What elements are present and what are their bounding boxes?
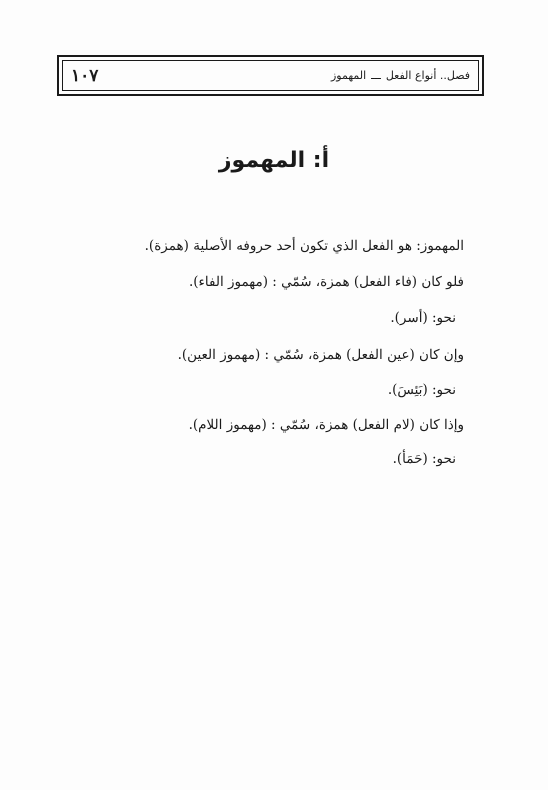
text-line: وإذا كان (لام الفعل) همزة، سُمّي : (مهموز اللام). [188, 417, 464, 433]
definition-line: المهموز: هو الفعل الذي تكون أحد حروفه الأصلية (همزة). [144, 238, 464, 254]
page-number: ١٠٧ [71, 65, 99, 86]
running-head-chapter: فصل.. أنواع الفعل [385, 69, 470, 82]
running-head [331, 69, 470, 82]
section-title: أ: المهموز [218, 148, 330, 173]
running-head-topic: المهموز [330, 69, 367, 82]
page-header-inner [62, 60, 479, 91]
example-line: نحو: (حَمَأ). [392, 451, 456, 467]
example-line: نحو: (أسر). [390, 310, 456, 326]
text-line: وإن كان (عين الفعل) همزة، سُمّي : (مهموز العين). [177, 347, 464, 363]
text-line: فلو كان (فاء الفعل) همزة، سُمّي : (مهموز الفاء). [188, 274, 464, 290]
running-head-separator: ـــ [371, 69, 381, 82]
page-header [57, 55, 484, 96]
example-line: نحو: (بَئِسَ). [387, 382, 456, 398]
